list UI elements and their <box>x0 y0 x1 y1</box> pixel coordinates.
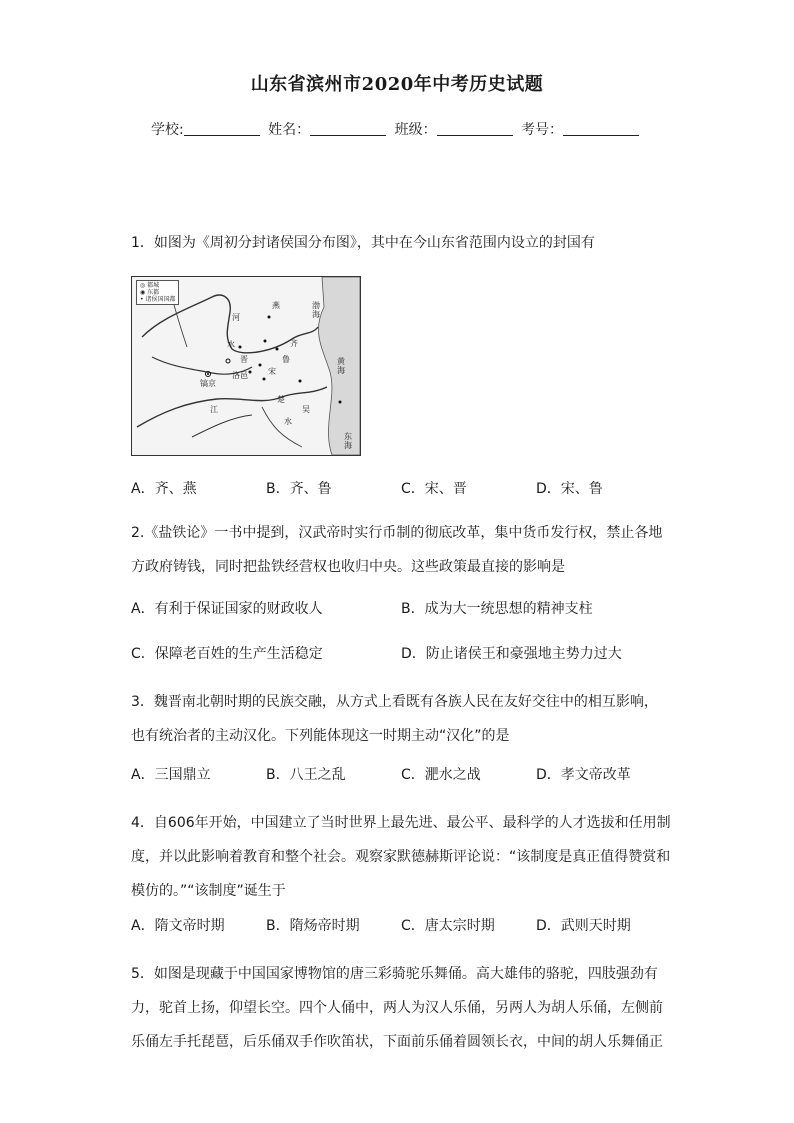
q4-option-d: D．武则天时期 <box>536 918 631 934</box>
q1-option-b: B．齐、鲁 <box>266 481 332 497</box>
map-label-song: 宋 <box>268 367 276 376</box>
map-label-shui2: 水 <box>284 417 292 426</box>
class-blank <box>437 121 513 136</box>
q3-option-d: D．孝文帝改革 <box>536 767 631 783</box>
name-blank <box>310 121 386 136</box>
map-label-qi: 齐 <box>290 339 298 348</box>
question-3-text: 3．魏晋南北朝时期的民族交融，从方式上看既有各族人民在友好交往中的相互影响，也有统治者的主动汉化。下列能体现这一时期主动“汉化”的是 <box>131 694 658 744</box>
student-info-line <box>0 119 794 139</box>
question-4-options <box>131 915 671 935</box>
legend-east-capital: ◉ 东都 <box>140 289 160 296</box>
q1-option-c: C．宋、晋 <box>401 481 467 497</box>
map-label-bohai: 渤海 <box>312 301 320 319</box>
question-2-options-row-2 <box>131 643 671 663</box>
question-5-text: 5．如图是现藏于中国国家博物馆的唐三彩骑驼乐舞俑。高大雄伟的骆驼，四肢强劲有力，驼首上扬，仰望长空。四个人俑中，两人为汉人乐俑，另两人为胡人乐俑，左侧前乐俑左手托琵琶，后乐俑双手作吹笛状，下面前乐俑着圆领长衣，中间的胡人乐舞俑正 <box>131 966 663 1050</box>
map-label-haojing: 镐京 <box>200 379 216 388</box>
question-4-text: 4．自606年开始，中国建立了当时世界上最先进、最公平、最科学的人才选拔和任用制度，并以此影响着教育和整个社会。观察家默德赫斯评论说：“该制度是真正值得赞赏和模仿的。”“该制度”诞生于 <box>131 815 671 899</box>
q3-option-a: A．三国鼎立 <box>131 767 211 783</box>
q4-option-a: A．隋文帝时期 <box>131 918 225 934</box>
map-label-huanghai: 黄海 <box>337 357 345 375</box>
legend-capital: ◎ 都城 <box>140 282 160 289</box>
school-label: 学校: <box>150 122 184 138</box>
q1-option-a: A．齐、燕 <box>131 481 197 497</box>
question-3-options <box>131 764 671 784</box>
map-label-donghai: 东海 <box>344 432 352 450</box>
zhou-fief-map <box>131 276 361 456</box>
class-label: 班级： <box>394 122 437 138</box>
map-label-lu: 鲁 <box>282 355 290 364</box>
q1-option-d: D．宋、鲁 <box>536 481 603 497</box>
page-title: 山东省滨州市2020年中考历史试题 <box>250 74 544 95</box>
map-label-jiang: 江 <box>210 405 218 414</box>
map-label-yan: 燕 <box>272 301 280 310</box>
q3-option-b: B．八王之乱 <box>266 767 346 783</box>
map-label-he: 河 <box>232 313 240 322</box>
map-label-jin: 晋 <box>240 355 248 364</box>
exam-no-label: 考号： <box>521 122 564 138</box>
q4-option-c: C．唐太宗时期 <box>401 918 495 934</box>
q2-option-b: B．成为大一统思想的精神支柱 <box>401 601 593 617</box>
q4-option-b: B．隋炀帝时期 <box>266 918 360 934</box>
q2-option-a: A．有利于保证国家的财政收人 <box>131 601 323 617</box>
question-1-text: 1．如图为《周初分封诸侯国分布图》，其中在今山东省范围内设立的封国有 <box>131 235 595 251</box>
map-legend <box>136 280 179 305</box>
q3-option-c: C．淝水之战 <box>401 767 481 783</box>
map-label-chu: 楚 <box>277 395 285 404</box>
map-label-shui: 水 <box>227 340 235 349</box>
exam-no-blank <box>563 121 639 136</box>
question-2-options-row-1 <box>131 598 671 618</box>
school-blank <box>184 121 260 136</box>
q2-option-c: C．保障老百姓的生产生活稳定 <box>131 646 323 662</box>
question-2-text: 2.《盐铁论》一书中提到，汉武帝时实行币制的彻底改革，集中货币发行权，禁止各地方政府铸钱，同时把盐铁经营权也收归中央。这些政策最直接的影响是 <box>131 525 663 575</box>
map-label-wu: 吴 <box>302 405 310 414</box>
map-label-luoyi: 洛邑 <box>232 371 248 380</box>
legend-fief-capital: • 诸侯国国都 <box>140 296 176 303</box>
name-label: 姓名： <box>268 122 311 138</box>
question-1-options <box>131 478 671 498</box>
q2-option-d: D．防止诸侯王和豪强地主势力过大 <box>401 646 622 662</box>
